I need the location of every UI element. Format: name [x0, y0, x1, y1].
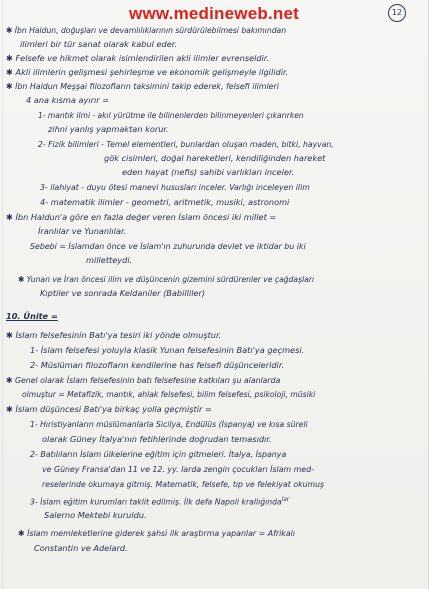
note-line: milletteydi.	[86, 255, 133, 265]
note-line: olmuştur = Metafizik, mantık, ahlak felsefesi, bilim felsefesi, psikoloji, müsiki	[22, 389, 316, 399]
superscript-note: lar	[281, 496, 290, 503]
note-line: ✱ Genel olarak İslam felsefesinin batı felsefesine katkıları şu alanlarda	[6, 375, 281, 385]
note-line: ✱ İslam memleketlerine giderek şahsi ilk araştırma yapanlar = Afrikalı	[18, 528, 296, 538]
note-line: 2- Fizik bilimleri - Temel elementleri, bunlardan oluşan maden, bitki, hayvan,	[38, 139, 334, 149]
note-line: 1- mantık ilmi - akıl yürütme ile bilinenlerden bilinmeyenleri çıkarırken	[38, 110, 304, 120]
note-line: zihni yanlış yapmaktan korur.	[48, 124, 169, 134]
section-heading: 10. Ünite =	[6, 311, 58, 321]
note-line: ✱ İslam düşüncesi Batı'ya birkaç yolla geçmiştir =	[6, 404, 212, 414]
note-line: 4 ana kısma ayırır =	[26, 95, 110, 105]
note-line: 3- ilahiyat - duyu ötesi manevi hususları inceler. Varlığı inceleyen ilim	[40, 182, 310, 192]
note-line: Salerno Mektebi kuruldu.	[44, 510, 147, 520]
note-line: ✱ Akli ilimlerin gelişmesi şehirleşme ve ekonomik gelişmeyle ilgilidir.	[6, 67, 289, 77]
note-line: ilimleri bir tür sanat olarak kabul eder.	[20, 39, 178, 49]
page-margin-line	[2, 0, 3, 589]
note-line: 4- matematik ilimler - geometri, aritmetik, musiki, astronomi	[40, 197, 290, 207]
note-line: ✱ İslam felsefesinin Batı'ya tesiri iki yönde olmuştur.	[6, 330, 222, 340]
note-line: 1- İslam felsefesi yoluyla klasik Yunan felsefesinin Batı'ya geçmesi.	[30, 345, 305, 355]
note-line: Kıptiler ve sonrada Keldaniler (Babilliler)	[40, 288, 206, 298]
note-line: reselerinde okumaya gitmiş. Matematik, felsefe, tıp ve felekiyat okumuş	[42, 479, 325, 489]
note-line: 1- Hıristiyanların müslümanlarla Sicilya, Endülüs (İspanya) ve kısa süreli	[30, 419, 308, 429]
note-line: ve Güney Fransa'dan 11 ve 12. yy. larda zengin çocukları İslam med-	[42, 464, 315, 474]
site-watermark: www.medineweb.net	[129, 4, 299, 23]
note-line: ✱ Yunan ve İran öncesi ilim ve düşüncenin gizemini sürdürenler ve çağdaşları	[18, 274, 315, 284]
note-line: ✱ İbn Haldun, doğuşları ve devamlılıklarının sürdürülebilmesi bakımından	[6, 25, 287, 35]
note-line: 3- İslam eğitim kurumları taklit edilmiş. İlk defa Napoli krallığında$^{lar}$	[30, 496, 290, 507]
note-line: olarak Güney İtalya'nın fetihlerinde doğrudan temasıdır.	[42, 434, 272, 444]
note-line: ✱ İbn Haldun Meşşai filozofların taksimini takip ederek, felsefi ilimleri	[6, 81, 279, 91]
note-line: Constantin ve Adelard.	[34, 543, 128, 553]
note-line: ✱ Felsefe ve hikmet olarak isimlendirilen akli ilimler evrenseldir.	[6, 53, 270, 63]
note-line: 2- Batılıların İslam ülkelerine eğitim için gitmeleri. İtalya, İspanya	[30, 449, 287, 459]
note-line: ✱ İbn Haldun'a göre en fazla değer veren İslam öncesi iki millet =	[6, 212, 277, 222]
note-line: eden hayat (nefis) sahibi varlıkları inceler.	[122, 167, 295, 177]
page-number: 12	[388, 4, 406, 22]
note-line: Sebebi = İslamdan önce ve İslam'ın zuhurunda devlet ve iktidar bu iki	[30, 241, 306, 251]
note-line: 2- Müslüman filozofların kendilerine has felsefi düşünceleridir.	[30, 360, 285, 370]
note-line: gök cisimleri, doğal hareketleri, kendiliğinden hareket	[104, 153, 326, 163]
note-line: İranlılar ve Yunanlılar.	[38, 226, 127, 236]
